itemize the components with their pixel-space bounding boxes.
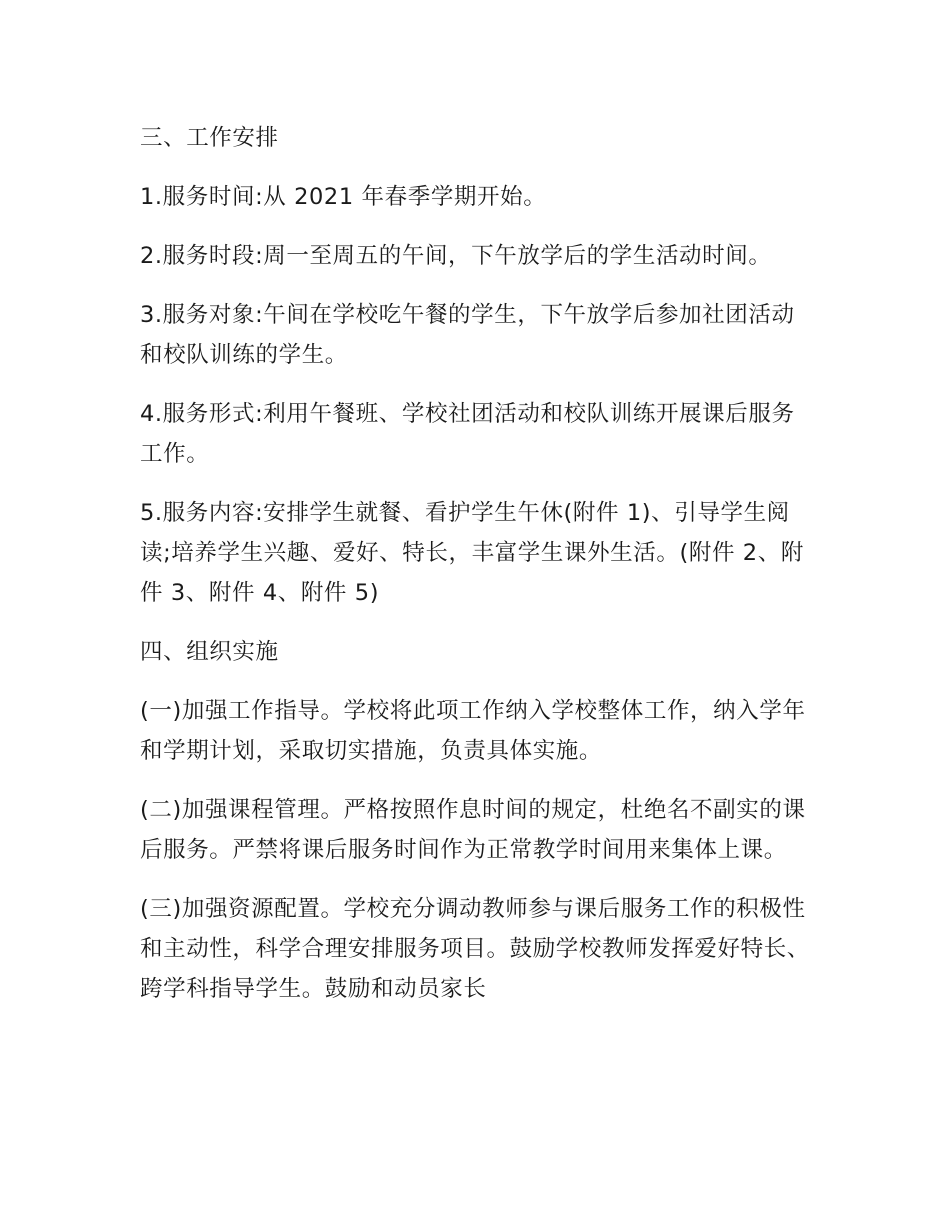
paragraph-service-content: 5.服务内容:安排学生就餐、看护学生午休(附件 1)、引导学生阅读;培养学生兴趣、爱好、特长，丰富学生课外生活。(附件 2、附件 3、附件 4、附件 5) bbox=[140, 500, 804, 606]
section-heading-work-arrangement: 三、工作安排 bbox=[140, 125, 279, 151]
paragraph-service-form: 4.服务形式:利用午餐班、学校社团活动和校队训练开展课后服务工作。 bbox=[140, 401, 795, 467]
paragraph-course-management: (二)加强课程管理。严格按照作息时间的规定，杜绝名不副实的课后服务。严禁将课后服务时间作为正常教学时间用来集体上课。 bbox=[140, 797, 806, 863]
paragraph-service-period: 2.服务时段:周一至周五的午间，下午放学后的学生活动时间。 bbox=[140, 243, 772, 269]
section-heading-implementation: 四、组织实施 bbox=[140, 639, 279, 665]
paragraph-work-guidance: (一)加强工作指导。学校将此项工作纳入学校整体工作，纳入学年和学期计划，采取切实措施，负责具体实施。 bbox=[140, 698, 806, 764]
paragraph-service-target: 3.服务对象:午间在学校吃午餐的学生，下午放学后参加社团活动和校队训练的学生。 bbox=[140, 302, 795, 368]
paragraph-service-time: 1.服务时间:从 2021 年春季学期开始。 bbox=[140, 184, 547, 210]
paragraph-resource-allocation: (三)加强资源配置。学校充分调动教师参与课后服务工作的积极性和主动性，科学合理安排服务项目。鼓励学校教师发挥爱好特长、跨学科指导学生。鼓励和动员家长 bbox=[140, 896, 810, 1002]
document-body bbox=[140, 118, 812, 1028]
